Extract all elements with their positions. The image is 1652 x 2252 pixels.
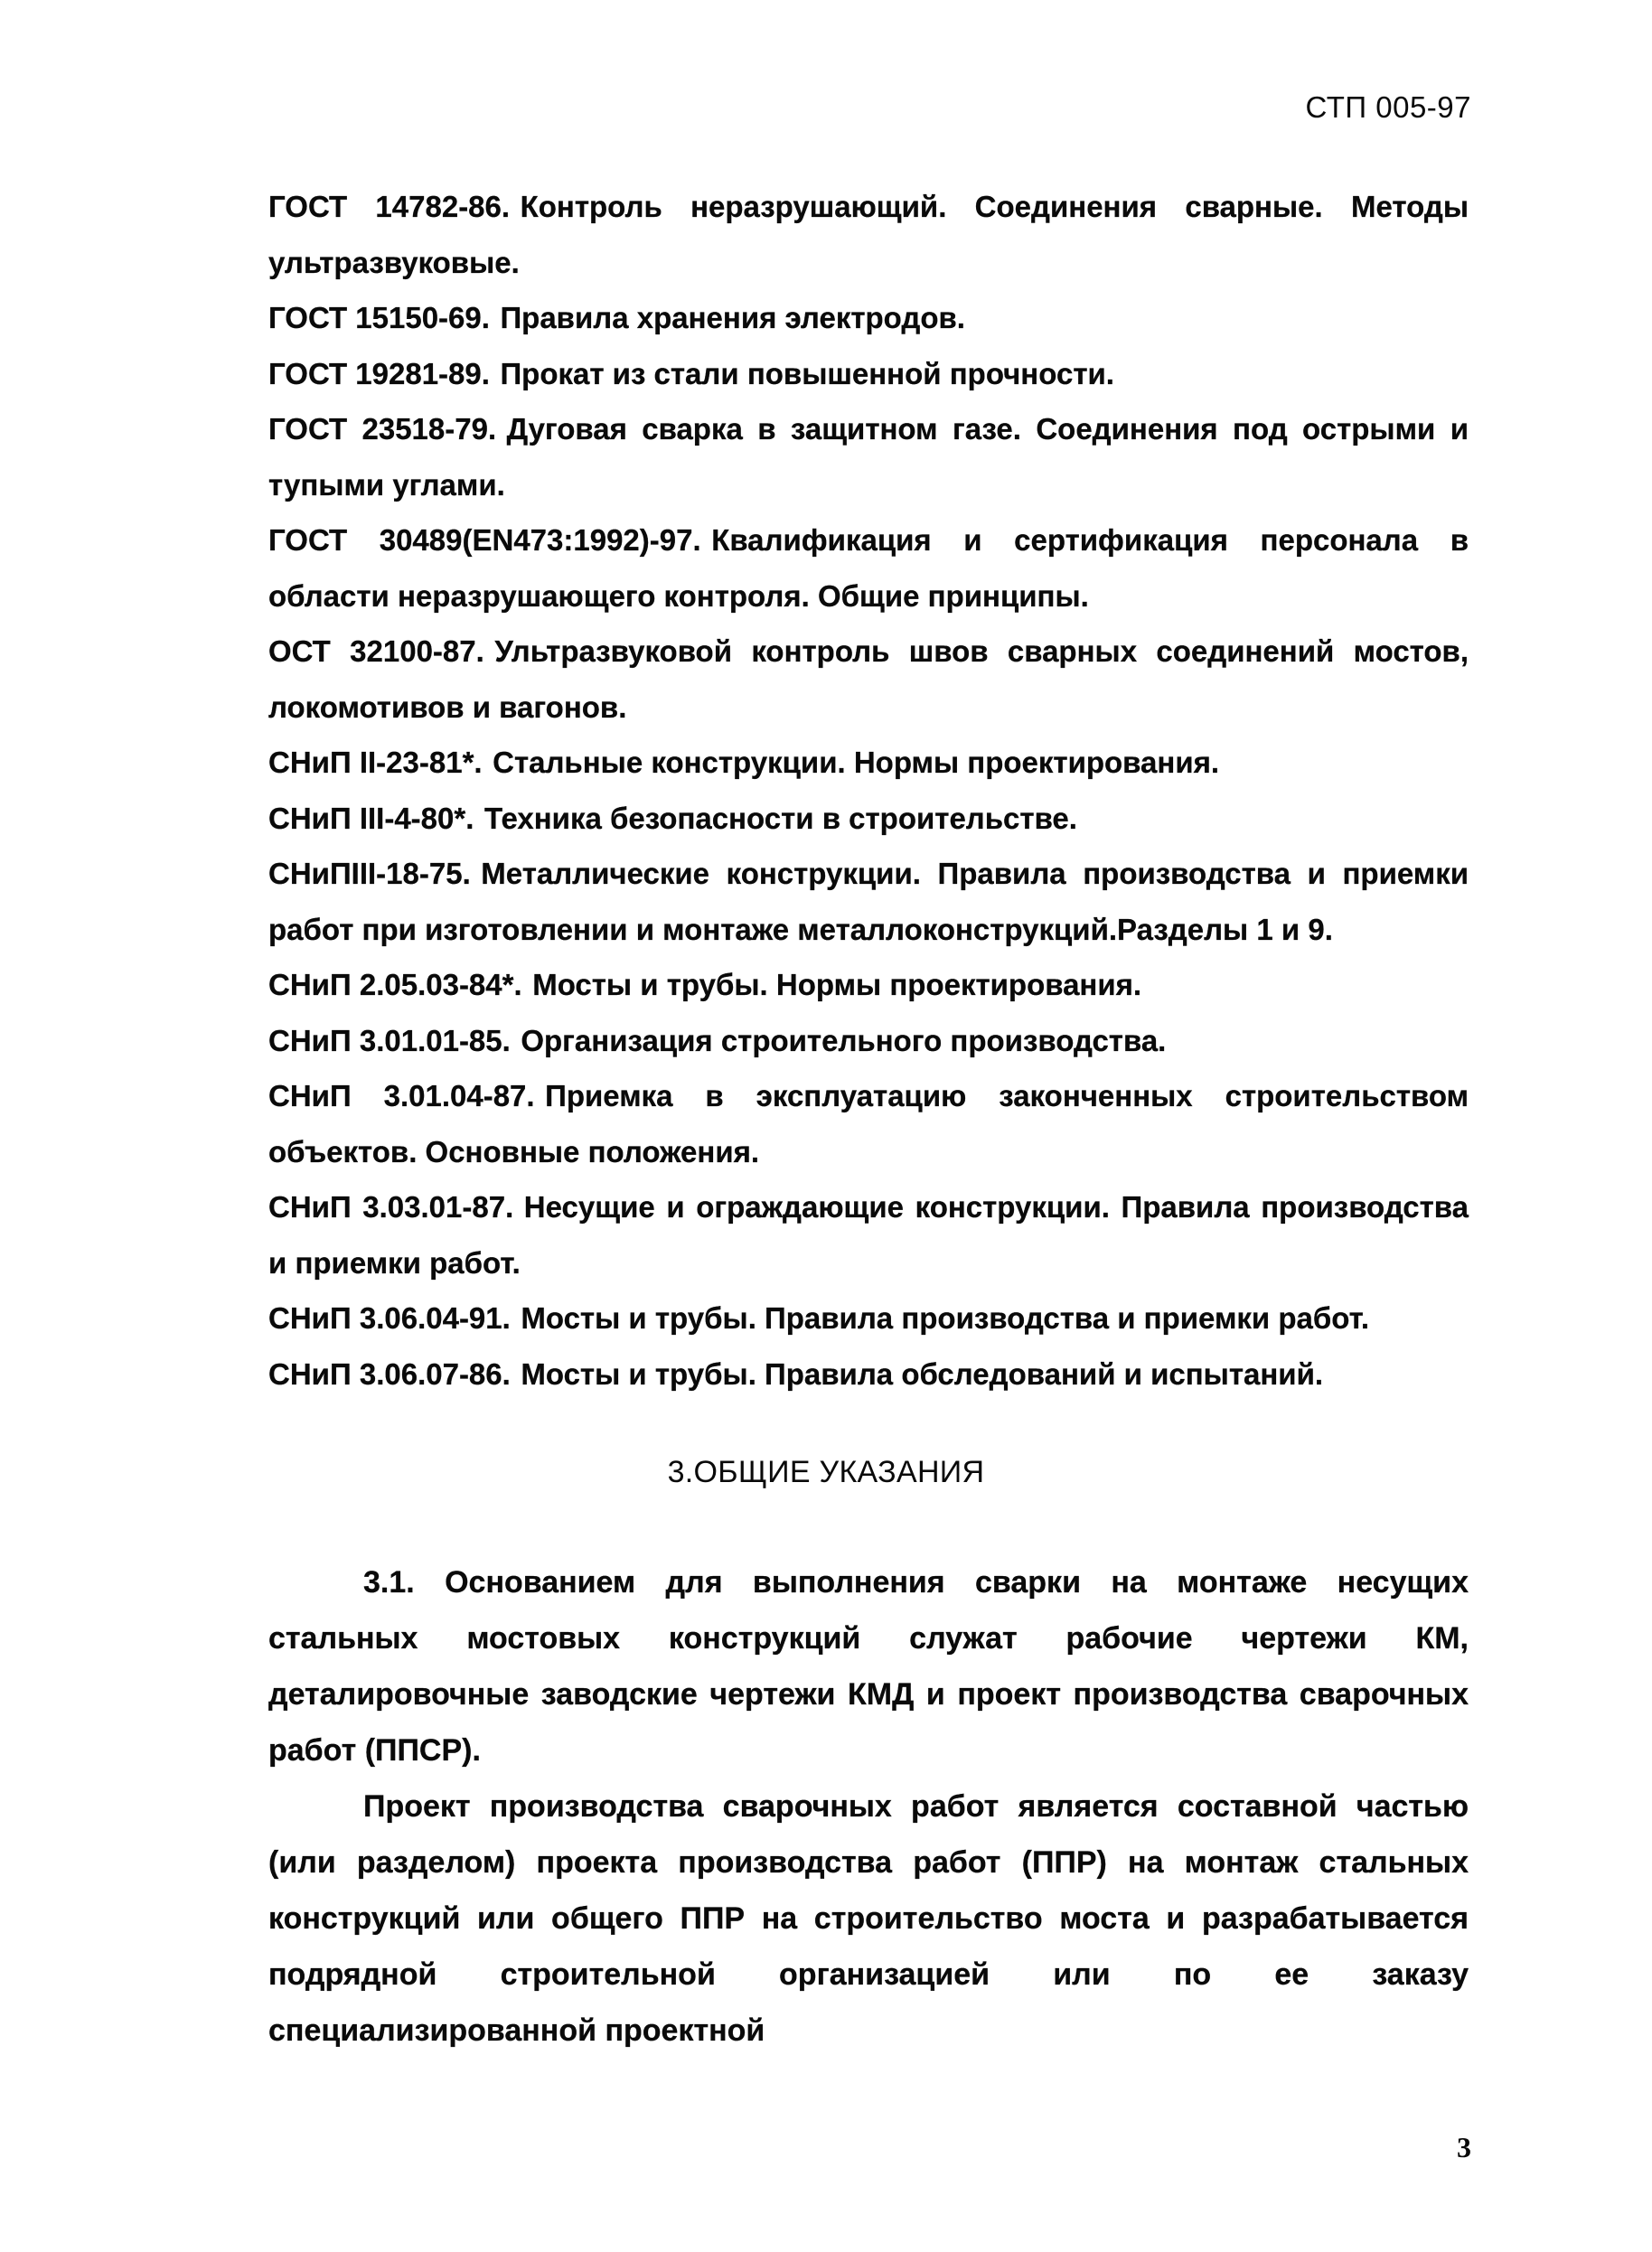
- reference-title: Правила хранения электродов.: [500, 301, 965, 334]
- reference-code: СНиП 2.05.03-84*.: [268, 968, 522, 1001]
- reference-code: СНиП 3.03.01-87.: [268, 1190, 514, 1224]
- reference-item: [268, 1347, 1469, 1403]
- reference-item: [268, 1068, 1469, 1179]
- reference-item: [268, 346, 1469, 402]
- reference-item: [268, 1179, 1469, 1290]
- reference-code: СНиПIII-18-75.: [268, 857, 471, 890]
- reference-code: СНиП 3.06.07-86.: [268, 1356, 511, 1391]
- reference-title: Стальные конструкции. Нормы проектирования.: [493, 746, 1220, 779]
- reference-item: [268, 179, 1469, 290]
- paragraph: 3.1. Основанием для выполнения сварки на монтаже несущих стальных мостовых конструкций служат рабочие чертежи КМ, деталировочные заводские чертежи КМД и проект производства сварочных работ (ППСР).: [268, 1565, 1469, 1768]
- reference-title: Квалификация и сертификация персонала в области неразрушающего контроля. Общие принципы.: [268, 523, 1469, 613]
- reference-code: ГОСТ 19281-89.: [268, 356, 490, 390]
- reference-item: [268, 290, 1469, 346]
- reference-code: СНиП III-4-80*.: [268, 801, 474, 835]
- reference-code: СНиП 3.06.04-91.: [268, 1301, 511, 1335]
- section-body: [268, 1554, 1469, 2059]
- reference-title: Мосты и трубы. Нормы проектирования.: [532, 968, 1142, 1001]
- reference-title: Приемка в эксплуатацию законченных строительством объектов. Основные положения.: [268, 1079, 1469, 1168]
- reference-code: ГОСТ 15150-69.: [268, 301, 490, 334]
- reference-code: ГОСТ 14782-86.: [268, 190, 511, 223]
- reference-title: Металлические конструкции. Правила производства и приемки работ при изготовлении и монтаже металлоконструкций.Разделы 1 и 9.: [268, 857, 1469, 946]
- reference-title: Мосты и трубы. Правила производства и приемки работ.: [521, 1301, 1370, 1335]
- reference-code: СНиП 3.01.01-85.: [268, 1023, 511, 1057]
- reference-title: Дуговая сварка в защитном газе. Соединения под острыми и тупыми углами.: [268, 412, 1469, 502]
- reference-title: Несущие и ограждающие конструкции. Правила производства и приемки работ.: [268, 1190, 1469, 1280]
- reference-code: ГОСТ 30489(EN473:1992)-97.: [268, 523, 701, 557]
- reference-code: СНиП 3.01.04-87.: [268, 1079, 535, 1112]
- reference-title: Ультразвуковой контроль швов сварных соединений мостов, локомотивов и вагонов.: [268, 634, 1469, 724]
- normative-references-list: [268, 179, 1469, 1402]
- reference-code: СНиП II-23-81*.: [268, 746, 483, 779]
- reference-code: ГОСТ 23518-79.: [268, 412, 497, 446]
- reference-item: [268, 846, 1469, 957]
- reference-title: Прокат из стали повышенной прочности.: [500, 356, 1114, 390]
- reference-title: Мосты и трубы. Правила обследований и испытаний.: [521, 1356, 1324, 1391]
- reference-item: [268, 1290, 1469, 1347]
- reference-code: ОСТ 32100-87.: [268, 634, 484, 668]
- reference-title: Организация строительного производства.: [521, 1023, 1167, 1057]
- page-number: 3: [1457, 2131, 1471, 2163]
- section-heading: 3.ОБЩИЕ УКАЗАНИЯ: [667, 1455, 985, 1489]
- reference-title: Техника безопасности в строительстве.: [483, 801, 1077, 835]
- reference-item: [268, 1013, 1469, 1069]
- reference-title: Контроль неразрушающий. Соединения сварные. Методы ультразвуковые.: [268, 190, 1469, 279]
- reference-item: [268, 791, 1469, 847]
- reference-item: [268, 735, 1469, 791]
- reference-item: [268, 957, 1469, 1013]
- document-code: СТП 005-97: [1305, 90, 1471, 124]
- reference-item: [268, 624, 1469, 735]
- reference-item: [268, 512, 1469, 624]
- paragraph: Проект производства сварочных работ является составной частью (или разделом) проекта производства работ (ППР) на монтаж стальных конструкций или общего ППР на строительство моста и разрабатывается подрядной строительной организацией или по ее заказу специализированной проектной: [268, 1789, 1469, 2048]
- reference-item: [268, 401, 1469, 512]
